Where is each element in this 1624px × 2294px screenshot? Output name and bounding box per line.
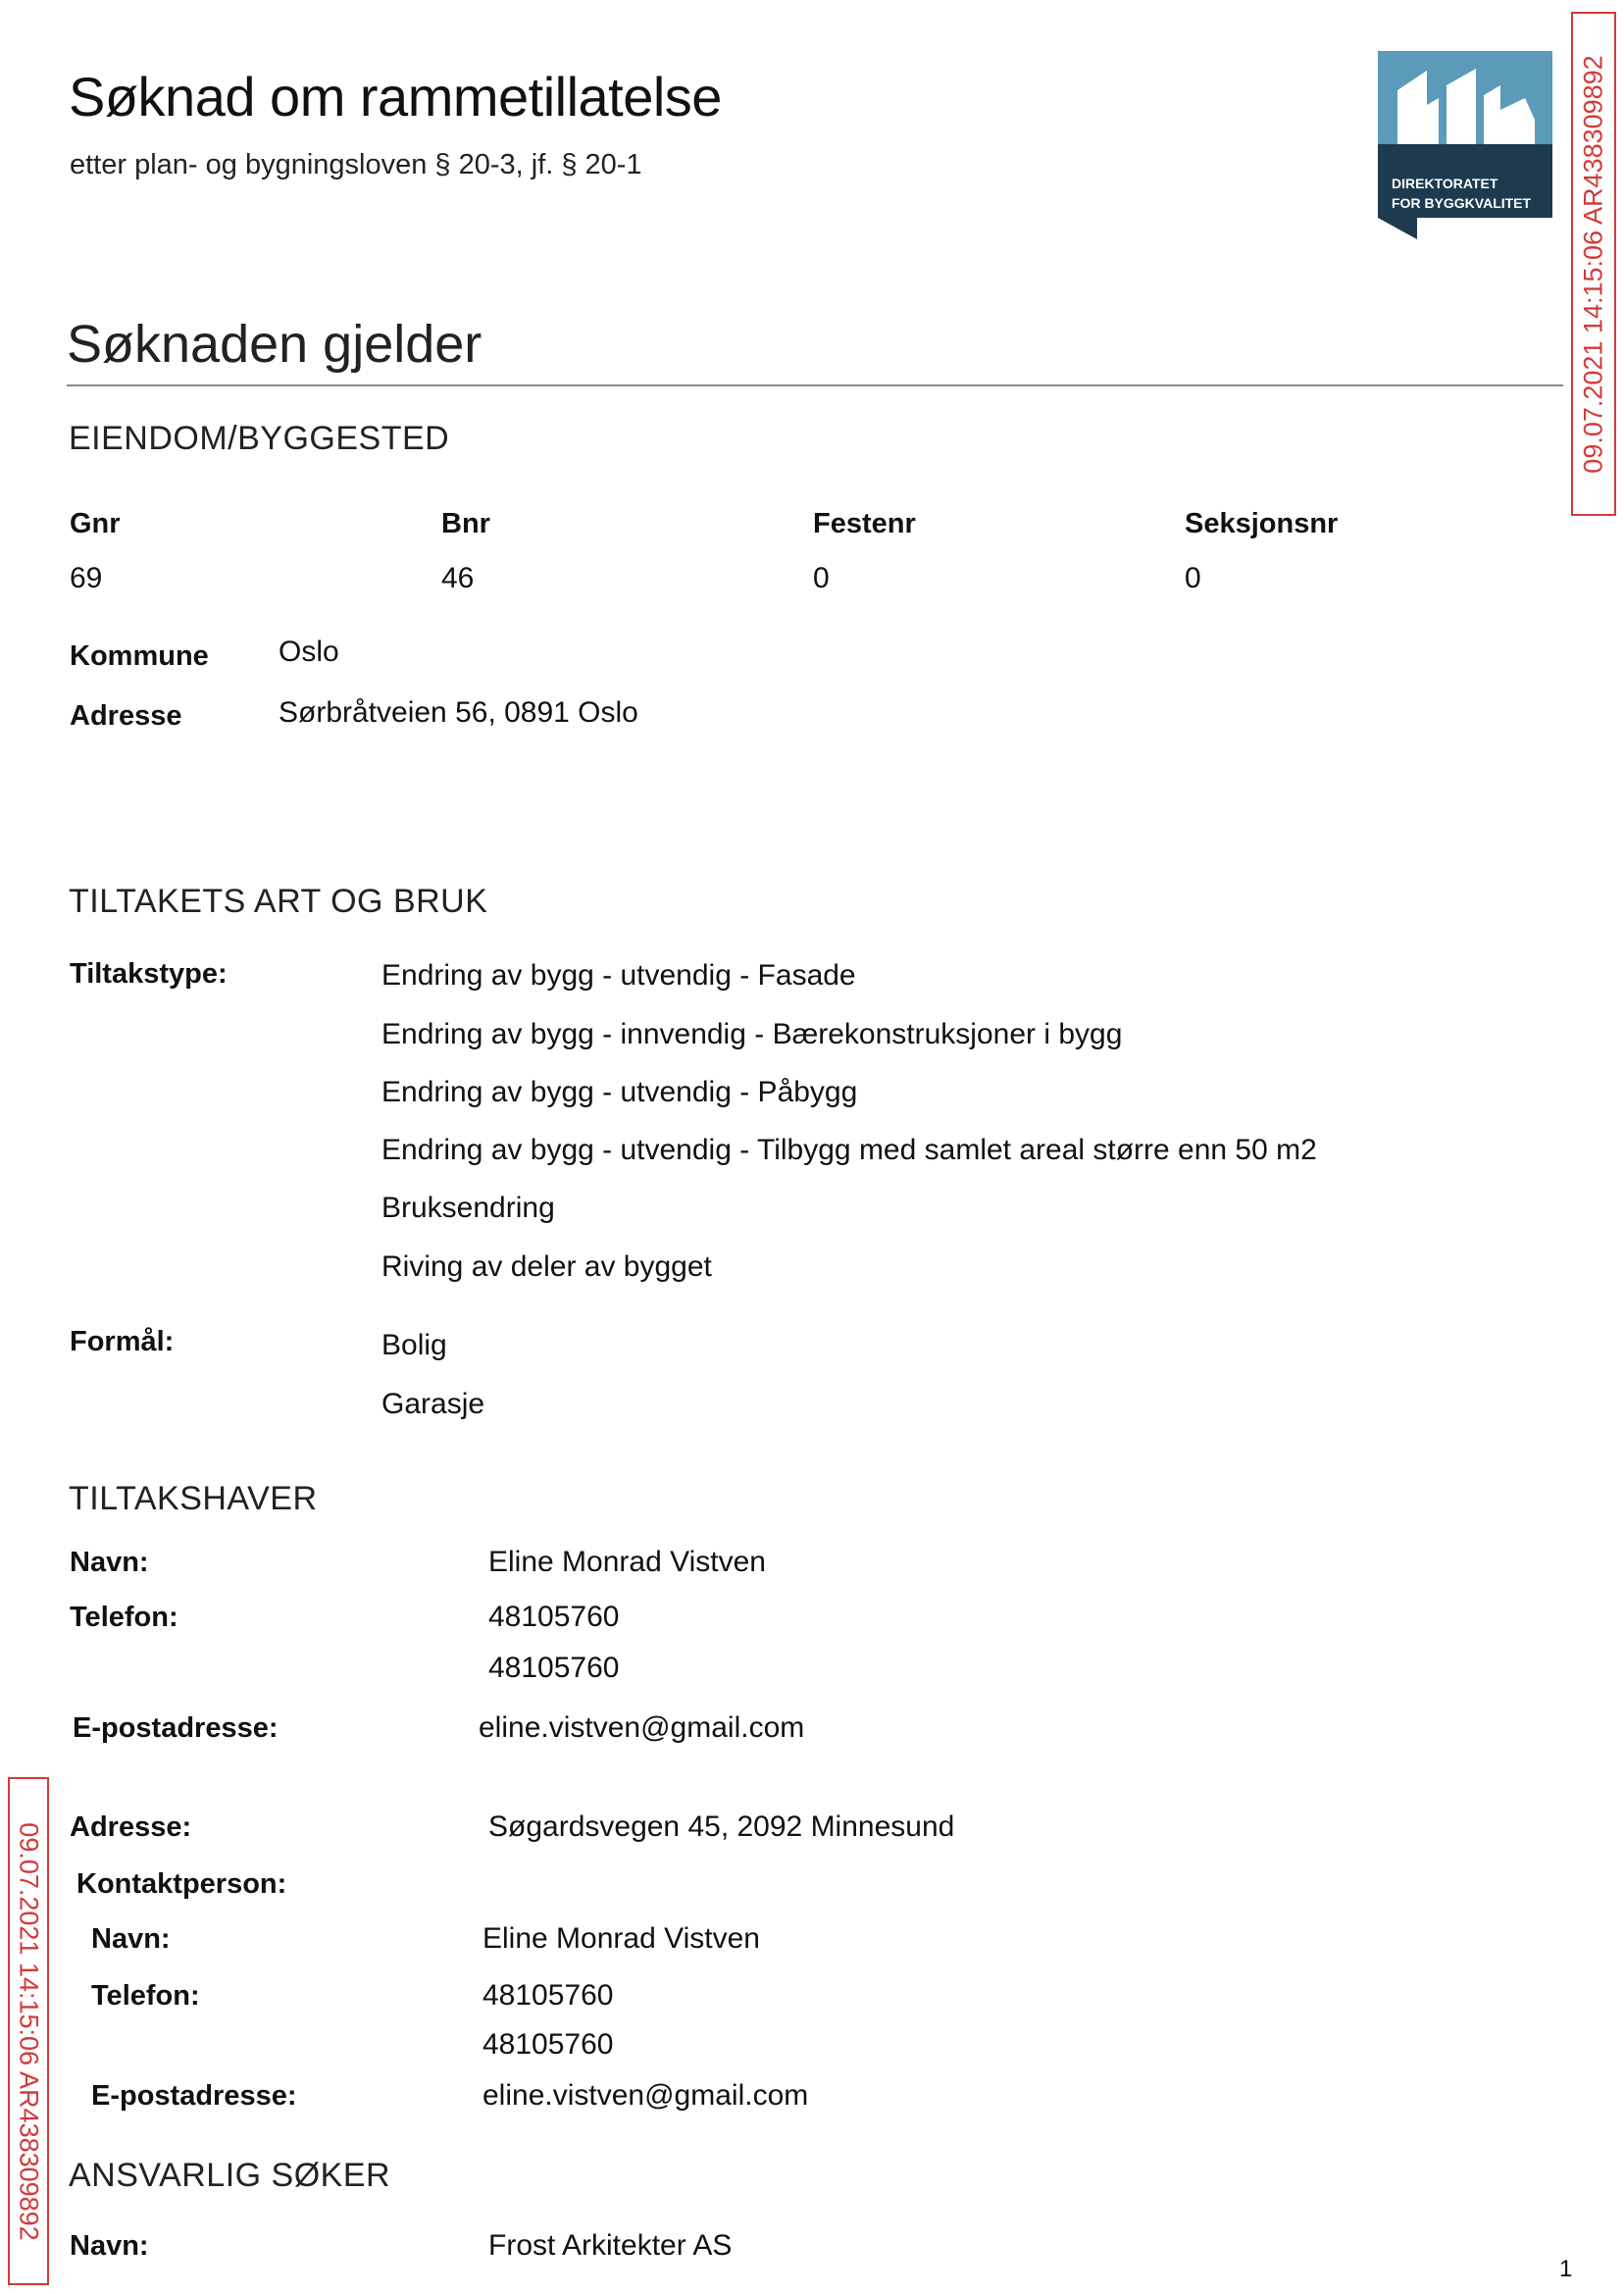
ansvarlig-navn: Frost Arkitekter AS xyxy=(488,2229,733,2262)
kommune-value: Oslo xyxy=(279,636,339,668)
page-number: 1 xyxy=(1559,2256,1573,2282)
property-heading: EIENDOM/BYGGESTED xyxy=(69,420,450,457)
stamp-text-left: 09.07.2021 14:15:06 AR438309892 xyxy=(14,1821,44,2241)
section-title: Søknaden gjelder xyxy=(67,315,482,374)
adresse-value: Sørbråtveien 56, 0891 Oslo xyxy=(279,696,638,729)
adresse-label: Adresse xyxy=(70,700,182,732)
tiltak-heading: TILTAKETS ART OG BRUK xyxy=(69,883,488,920)
kontakt-epost-label: E-postadresse: xyxy=(91,2080,297,2112)
festenr-value: 0 xyxy=(813,562,830,594)
document-subtitle: etter plan- og bygningsloven § 20-3, jf. § 20-1 xyxy=(70,149,642,180)
tiltakstype-label: Tiltakstype: xyxy=(70,958,228,990)
kontakt-navn: Eline Monrad Vistven xyxy=(482,1922,760,1955)
seksjonsnr-value: 0 xyxy=(1185,562,1201,594)
building-logo-icon xyxy=(1378,51,1552,243)
section-divider xyxy=(67,384,1563,386)
tiltakshaver-telefon-label: Telefon: xyxy=(70,1602,178,1633)
formal-item: Garasje xyxy=(381,1388,485,1420)
tiltakshaver-epost: eline.vistven@gmail.com xyxy=(479,1711,805,1744)
tiltakstype-item: Bruksendring xyxy=(381,1192,555,1224)
kontakt-epost: eline.vistven@gmail.com xyxy=(482,2079,809,2112)
tiltakstype-item: Endring av bygg - innvendig - Bærekonstruksjoner i bygg xyxy=(381,1018,1123,1050)
timestamp-stamp-right xyxy=(1571,12,1616,516)
gnr-label: Gnr xyxy=(70,508,121,539)
tiltakstype-item: Riving av deler av bygget xyxy=(381,1250,712,1283)
tiltakshaver-navn-label: Navn: xyxy=(70,1547,149,1578)
tiltakshaver-telefon: 48105760 xyxy=(488,1601,620,1633)
tiltakshaver-telefon: 48105760 xyxy=(488,1652,620,1684)
gnr-value: 69 xyxy=(70,562,103,594)
kontaktperson-label: Kontaktperson: xyxy=(76,1868,287,1900)
seksjonsnr-label: Seksjonsnr xyxy=(1185,508,1339,539)
tiltakshaver-epost-label: E-postadresse: xyxy=(73,1712,279,1744)
formal-label: Formål: xyxy=(70,1326,175,1357)
tiltakstype-item: Endring av bygg - utvendig - Påbygg xyxy=(381,1076,858,1108)
kommune-label: Kommune xyxy=(70,640,209,672)
logo-line1: DIREKTORATET xyxy=(1392,176,1498,191)
stamp-text-right: 09.07.2021 14:15:06 AR438309892 xyxy=(1578,54,1608,474)
kontakt-telefon: 48105760 xyxy=(482,1979,614,2012)
dibk-logo xyxy=(1378,51,1552,243)
tiltakshaver-adresse: Søgardsvegen 45, 2092 Minnesund xyxy=(488,1810,955,1843)
timestamp-stamp-left xyxy=(8,1777,49,2285)
logo-line2: FOR BYGGKVALITET xyxy=(1392,195,1532,211)
bnr-value: 46 xyxy=(441,562,475,594)
tiltakstype-item: Endring av bygg - utvendig - Tilbygg med samlet areal større enn 50 m2 xyxy=(381,1134,1317,1166)
tiltakshaver-adresse-label: Adresse: xyxy=(70,1811,192,1843)
ansvarlig-navn-label: Navn: xyxy=(70,2230,149,2262)
kontakt-telefon: 48105760 xyxy=(482,2028,614,2061)
tiltakshaver-heading: TILTAKSHAVER xyxy=(69,1480,318,1517)
kontakt-telefon-label: Telefon: xyxy=(91,1980,200,2012)
document-title: Søknad om rammetillatelse xyxy=(69,66,722,127)
festenr-label: Festenr xyxy=(813,508,916,539)
bnr-label: Bnr xyxy=(441,508,490,539)
kontakt-navn-label: Navn: xyxy=(91,1923,171,1955)
tiltakstype-item: Endring av bygg - utvendig - Fasade xyxy=(381,959,856,992)
formal-item: Bolig xyxy=(381,1329,447,1361)
ansvarlig-heading: ANSVARLIG SØKER xyxy=(69,2157,391,2194)
tiltakshaver-navn: Eline Monrad Vistven xyxy=(488,1546,766,1578)
